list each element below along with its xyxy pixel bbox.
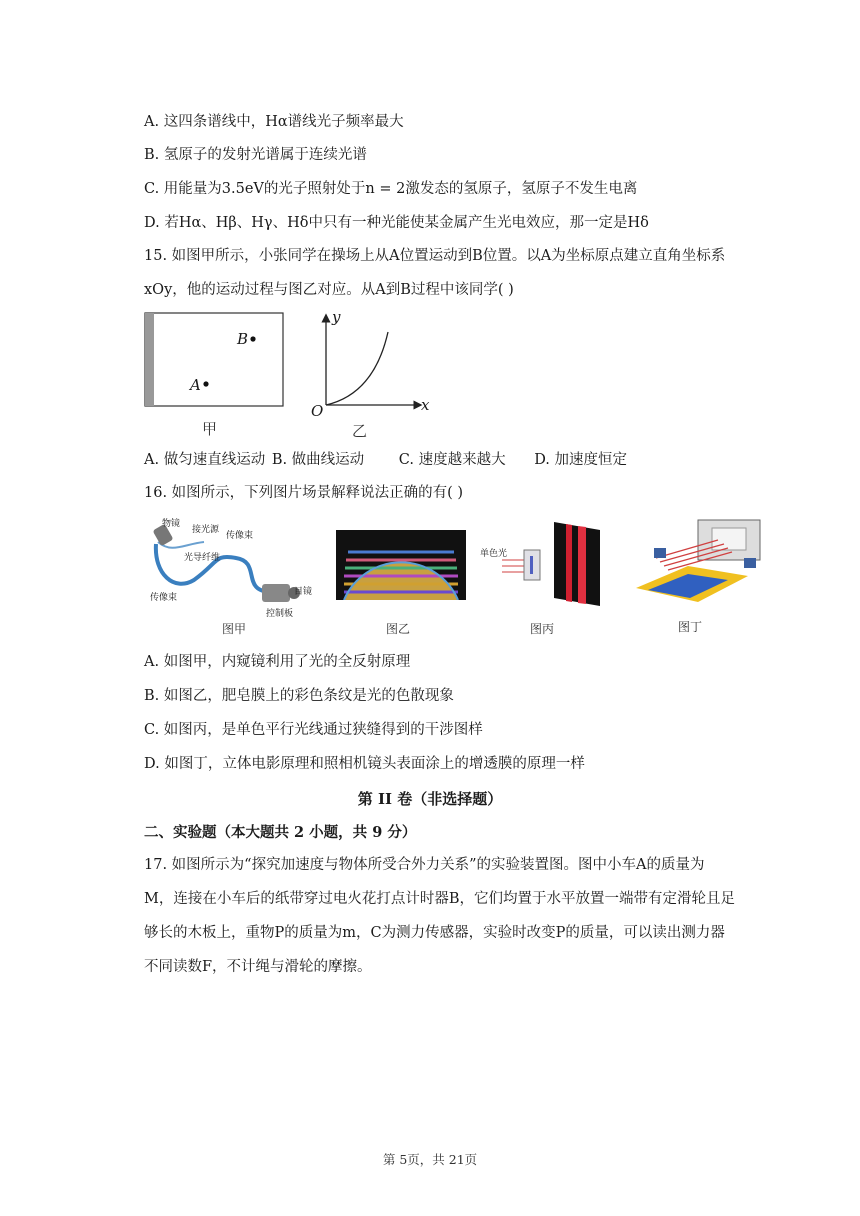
q16-stem: 16. 如图所示，下列图片场景解释说法正确的有( ) [144,485,464,501]
label-control-panel: 控制板 [266,609,294,619]
figure-yi-caption: 乙 [352,422,368,440]
part2-title: 第 II 卷（非选择题） [357,790,503,808]
q17-line2: M，连接在小车后的纸带穿过电火花打点计时器B，它们均置于水平放置一端带有定滑轮且足 [144,891,735,907]
point-a-label: A [190,376,201,394]
origin-label: O [311,402,324,420]
figure-jia-caption-2: 图甲 [222,622,247,636]
label-image-bundle-2: 传像束 [150,593,178,603]
y-axis-label: y [332,308,341,326]
q15-option-a: A. 做匀速直线运动 [144,452,266,468]
q16-option-d: D. 如图丁，立体电影原理和照相机镜头表面涂上的增透膜的原理一样 [144,756,585,772]
q14-option-a: A. 这四条谱线中，Hα谱线光子频率最大 [144,114,404,130]
label-optical-fiber: 光导纤维 [184,553,221,563]
q17-line1: 17. 如图所示为“探究加速度与物体所受合外力关系”的实验装置图。图中小车A的质量为 [144,857,705,873]
section-title: 二、实验题（本大题共 2 小题，共 9 分） [144,824,417,841]
label-objective: 物镜 [162,519,181,529]
q14-option-d: D. 若Hα、Hβ、Hγ、Hδ中只有一种光能使某金属产生光电效应，那一定是Hδ [144,215,649,231]
label-eyepiece: 目镜 [294,587,313,597]
point-b-label: B [237,330,249,348]
q14-option-b: B. 氢原子的发射光谱属于连续光谱 [144,147,367,163]
q16-option-b: B. 如图乙，肥皂膜上的彩色条纹是光的色散现象 [144,688,454,704]
figure-jia-caption: 甲 [202,420,218,438]
q17-line4: 不同读数F，不计绳与滑轮的摩擦。 [144,959,372,975]
x-axis-label: x [421,396,430,414]
q16-figure-ding [628,518,768,636]
q15-stem-line2: xOy，他的运动过程与图乙对应。从A到B过程中该同学( ) [144,282,514,298]
q15-option-c: C. 速度越来越大 [398,452,506,468]
q15-stem-line1: 15. 如图甲所示，小张同学在操场上从A位置运动到B位置。以A为坐标原点建立直角坐标系 [144,248,726,264]
q15-option-d: D. 加速度恒定 [534,452,628,468]
q16-figure-yi [336,530,466,636]
q16-option-a: A. 如图甲，内窥镜利用了光的全反射原理 [144,654,411,670]
figure-ding-caption: 图丁 [678,620,703,634]
q16-figure-bing [480,520,610,636]
q14-option-c: C. 用能量为3.5eV的光子照射处于n = 2激发态的氢原子，氢原子不发生电离 [144,181,638,197]
figure-yi-caption-2: 图乙 [386,622,411,636]
q17-line3: 够长的木板上，重物P的质量为m，C为测力传感器，实验时改变P的质量，可以读出测力器 [144,925,725,941]
q15-options [144,450,627,470]
q16-option-c: C. 如图丙，是单色平行光线通过狭缝得到的干涉图样 [144,722,483,738]
label-image-bundle: 传像束 [226,531,254,541]
label-light-source: 接光源 [192,525,220,535]
page-footer: 第 5页，共 21页 [382,1152,478,1167]
q15-figure-yi [308,310,438,442]
q15-figure-jia [144,312,286,442]
q15-option-b: B. 做曲线运动 [271,452,365,468]
q16-figure-jia [144,514,316,636]
label-monochromatic-light: 单色光 [480,549,508,559]
figure-bing-caption: 图丙 [530,622,555,636]
